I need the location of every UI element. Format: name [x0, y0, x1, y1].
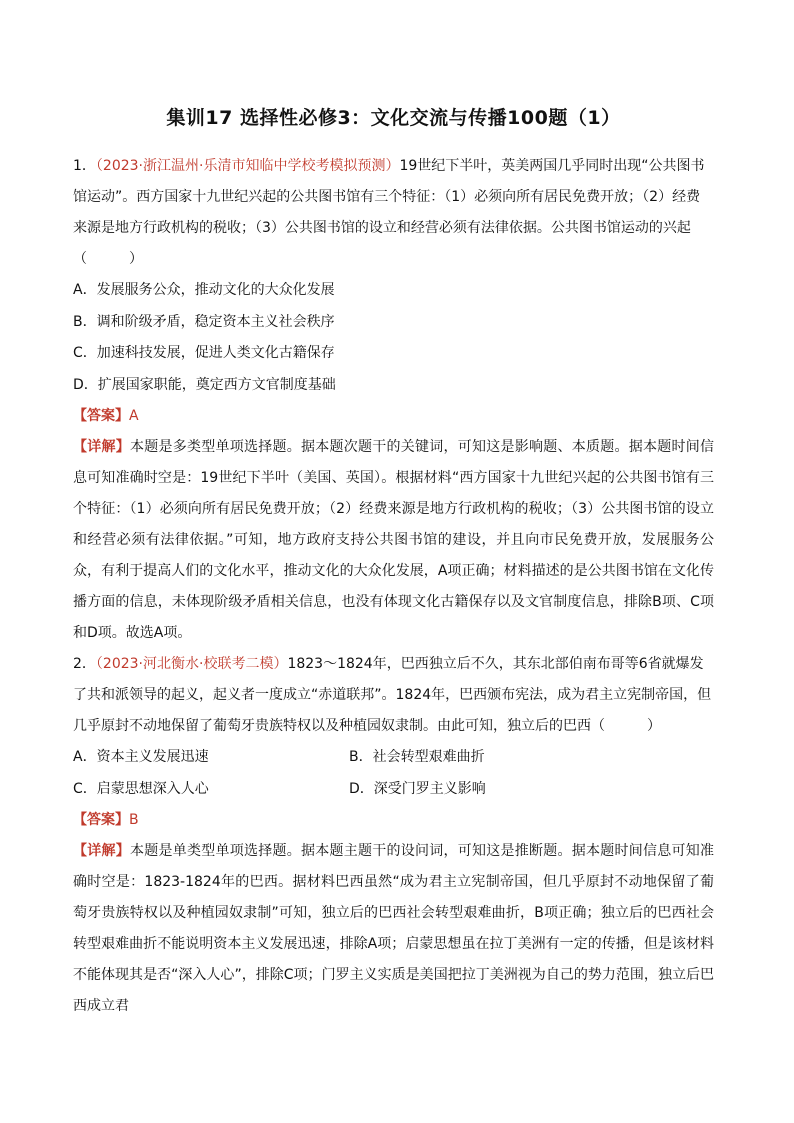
- question-2-stem: [73, 649, 714, 742]
- question-1-text: 19世纪下半叶，英美两国几乎同时出现“公共图书馆运动”。西方国家十九世纪兴起的公共图书馆有三个特征：（1）必须向所有居民免费开放；（2）经费来源是地方行政机构的税收；（3）公共图书馆的设立和经营必须有法律依据。公共图书馆运动的兴起（ ）: [73, 158, 705, 267]
- question-2-option-d: D．深受门罗主义影响: [349, 780, 486, 797]
- question-1-number: 1．: [73, 158, 96, 174]
- detail-text: 本题是多类型单项选择题。据本题次题干的关键词，可知这是影响题、本质题。据本题时间信息可知准确时空是：19世纪下半叶（美国、英国）。根据材料“西方国家十九世纪兴起的公共图书馆有三个特征：（1）必须向所有居民免费开放；（2）经费来源是地方行政机构的税收；（3）公共图书馆的设立和经营必须有法律依据。”可知，地方政府支持公共图书馆的建设，并且向市民免费开放，发展服务公众，有利于提高人们的文化水平，推动文化的大众化发展，A项正确；材料描述的是公共图书馆在文化传播方面的信息，未体现阶级矛盾相关信息，也没有体现文化古籍保存以及文官制度信息，排除B项、C项和D项。故选A项。: [73, 439, 714, 641]
- question-1-answer: [73, 401, 714, 432]
- question-2-detail: [73, 836, 714, 1022]
- detail-label: 【详解】: [73, 439, 130, 455]
- question-2-number: 2．: [73, 656, 96, 672]
- question-2-option-a: A．资本主义发展迅速: [73, 749, 209, 765]
- question-1-detail: [73, 432, 714, 649]
- question-1-stem: [73, 151, 714, 275]
- answer-value: A: [129, 408, 139, 424]
- question-1-source: （2023·浙江温州·乐清市知临中学校考模拟预测）: [95, 158, 400, 174]
- question-1-option-a: A．发展服务公众，推动文化的大众化发展: [73, 282, 335, 298]
- question-2-source: （2023·河北衡水·校联考二模）: [95, 656, 288, 672]
- detail-text: 本题是单类型单项选择题。据本题主题干的设问词，可知这是推断题。据本题时间信息可知准确时空是：1823-1824年的巴西。据材料巴西虽然“成为君主立宪制帝国，但几乎原封不动地保留了葡萄牙贵族特权以及种植园奴隶制”可知，独立后的巴西社会转型艰难曲折，B项正确；独立后的巴西社会转型艰难曲折不能说明资本主义发展迅速，排除A项；启蒙思想虽在拉丁美洲有一定的传播，但是该材料不能体现其是否“深入人心”，排除C项；门罗主义实质是美国把拉丁美洲视为自己的势力范围，独立后巴西成立君: [73, 843, 714, 1014]
- question-2-option-c: C．启蒙思想深入人心: [73, 780, 209, 797]
- answer-label: 【答案】: [73, 812, 129, 828]
- question-2-options-row-1: [73, 742, 714, 774]
- page-title: 集训17 选择性必修3：文化交流与传播100题（1）: [166, 107, 621, 129]
- question-2-text: 1823～1824年，巴西独立后不久，其东北部伯南布哥等6省就爆发了共和派领导的起义，起义者一度成立“赤道联邦”。1824年，巴西颁布宪法，成为君主立宪制帝国，但几乎原封不动地保留了葡萄牙贵族特权以及种植园奴隶制。由此可知，独立后的巴西（ ）: [73, 656, 712, 734]
- question-1-option-b: B．调和阶级矛盾，稳定资本主义社会秩序: [73, 313, 335, 330]
- detail-label: 【详解】: [73, 843, 130, 859]
- answer-label: 【答案】: [73, 408, 129, 424]
- question-2-options-row-2: [73, 774, 714, 806]
- question-2-option-b: B．社会转型艰难曲折: [349, 749, 485, 765]
- question-2-answer: [73, 805, 714, 836]
- answer-value: B: [129, 812, 139, 828]
- question-1-option-c: C．加速科技发展，促进人类文化古籍保存: [73, 345, 335, 361]
- question-1-option-d: D．扩展国家职能，奠定西方文官制度基础: [73, 376, 336, 393]
